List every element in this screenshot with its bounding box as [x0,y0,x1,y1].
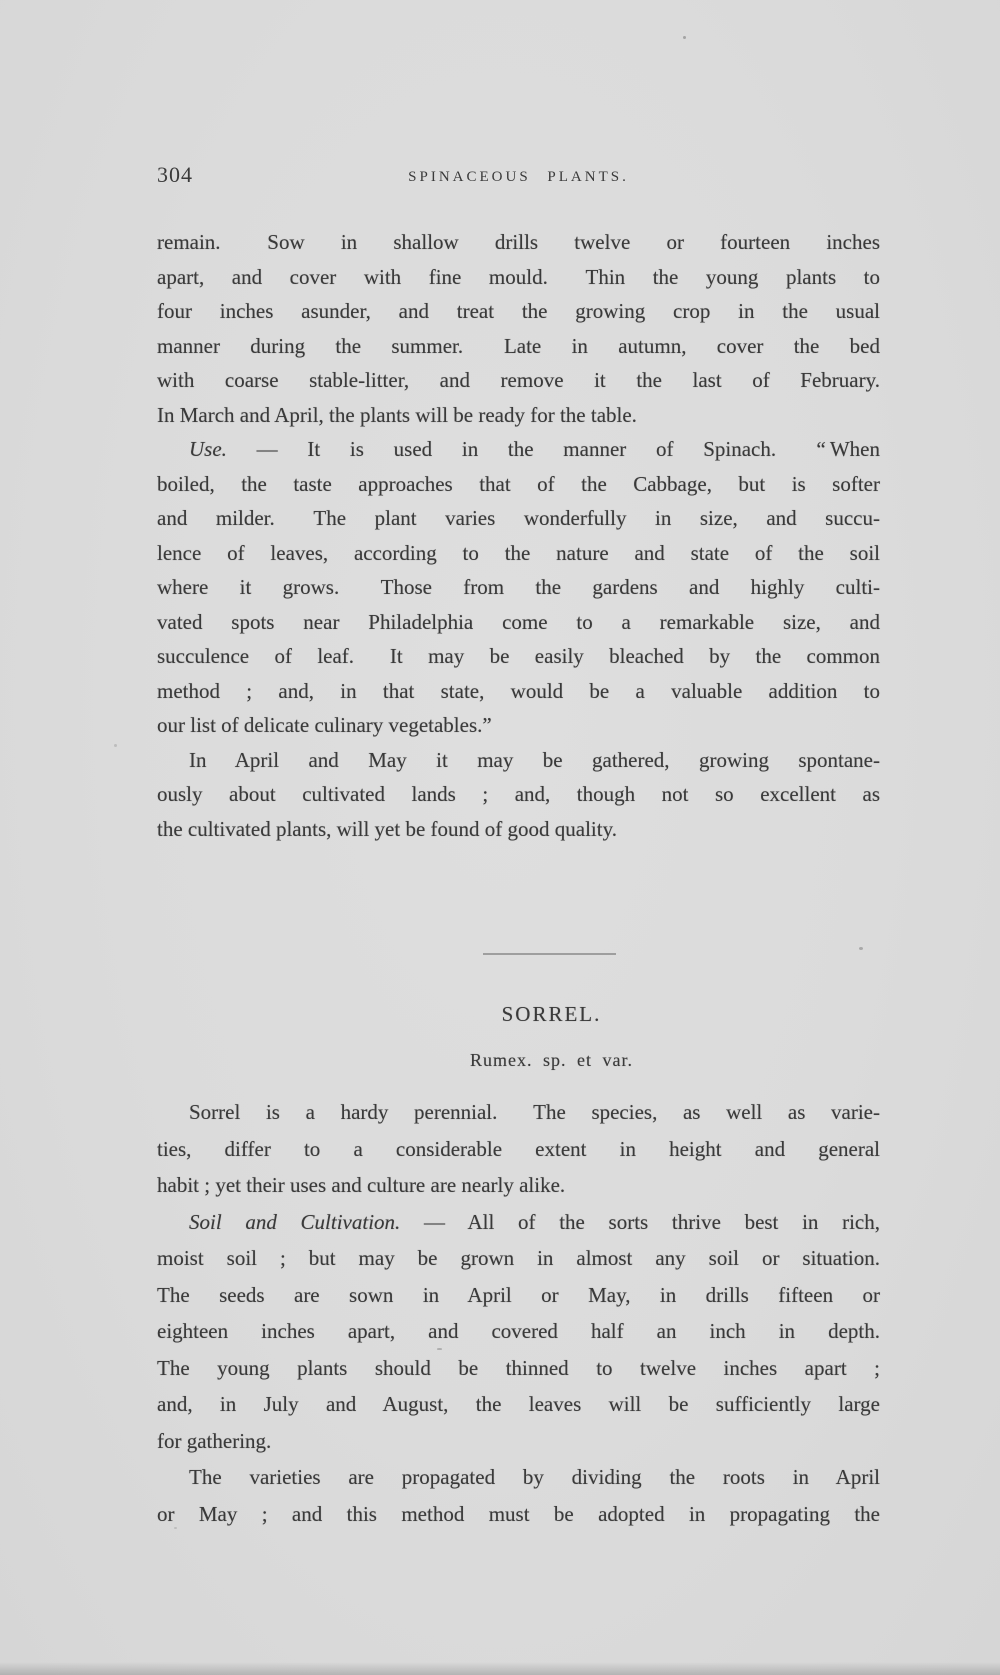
text-line [157,467,880,502]
text-segment: where it grows. Those from the gardens and highly culti- [157,575,880,599]
text-segment: ties, differ to a considerable extent in height and general [157,1136,880,1161]
text-line [157,1386,880,1423]
text-segment: — It is used in the manner of Spinach. “ When [226,437,880,461]
text-line [157,777,880,812]
section-divider-rule [483,953,616,955]
scan-speck [174,1527,177,1529]
text-segment: lence of leaves, according to the nature and state of the soil [157,540,880,565]
scan-speck [859,947,863,950]
scan-speck [437,1348,442,1350]
text-line [157,674,880,709]
text-segment: The young plants should be thinned to twelve inches apart ; [157,1355,880,1380]
text-line [157,812,880,847]
text-segment: Sorrel is a hardy perennial. The species, as well as varie- [189,1100,880,1124]
text-segment: for gathering. [157,1428,272,1453]
text-segment: In April and May it may be gathered, growing spontane- [189,747,880,772]
text-segment: manner during the summer. Late in autumn, cover the bed [157,333,880,358]
scan-speck [683,36,686,39]
text-segment: our list of delicate culinary vegetables.” [157,713,492,737]
text-line [157,639,880,674]
text-segment: The seeds are sown in April or May, in drills fifteen or [157,1282,880,1307]
text-segment: remain. Sow in shallow drills twelve or fourteen inches [157,230,880,254]
scan-speck [114,744,117,747]
text-segment: — All of the sorts thrive best in rich, [400,1209,880,1234]
text-line [157,605,880,640]
text-segment: eighteen inches apart, and covered half an inch in depth. [157,1319,880,1343]
text-line [157,1240,880,1277]
text-line [157,294,880,329]
text-segment: In March and April, the plants will be ready for the table. [157,402,637,427]
text-line [157,1459,880,1496]
text-segment: boiled, the taste approaches that of the Cabbage, but is softer [157,471,880,496]
section-title: SORREL. [501,1002,602,1026]
text-segment: and milder. The plant varies wonderfully in size, and succu- [157,506,880,530]
text-segment: with coarse stable-litter, and remove it the last of February. [157,368,880,392]
italic-text-segment: Use. [189,437,227,461]
text-line [157,1350,880,1387]
text-line [157,1423,880,1460]
section-subtitle: Rumex. sp. et var. [470,1050,633,1070]
page-bottom-shadow [0,1662,1000,1675]
text-segment: succulence of leaf. It may be easily bleached by the common [157,644,880,668]
spinach-text-block [157,225,880,846]
italic-text-segment: Soil and Cultivation. [189,1209,401,1234]
text-segment: apart, and cover with fine mould. Thin the young plants to [157,264,880,289]
text-segment: The varieties are propagated by dividing the roots in April [189,1465,880,1489]
text-line [157,1204,880,1241]
page-number: 304 [157,162,193,187]
text-segment: and, in July and August, the leaves will be sufficiently large [157,1392,880,1416]
text-segment: four inches asunder, and treat the growing crop in the usual [157,299,880,323]
text-line [157,1313,880,1350]
text-segment: vated spots near Philadelphia come to a remarkable size, and [157,609,880,634]
text-line [157,743,880,778]
text-segment: habit ; yet their uses and culture are nearly alike. [157,1173,566,1197]
text-line [157,329,880,364]
text-line [157,225,880,260]
text-line [157,1094,880,1131]
text-line [157,1131,880,1168]
text-line [157,1277,880,1314]
text-line [157,1167,880,1204]
text-segment: moist soil ; but may be grown in almost any soil or situation. [157,1246,880,1270]
text-line [157,536,880,571]
text-segment: or May ; and this method must be adopted in propagating the [157,1501,880,1526]
text-segment: ously about cultivated lands ; and, though not so excellent as [157,782,880,806]
sorrel-text-block [157,1094,880,1532]
text-line [157,570,880,605]
text-line [157,398,880,433]
text-line [157,432,880,467]
text-line [157,501,880,536]
running-header: SPINACEOUS PLANTS. [408,169,629,185]
text-line [157,363,880,398]
text-line [157,1496,880,1533]
text-segment: method ; and, in that state, would be a valuable addition to [157,678,880,703]
text-line [157,708,880,743]
text-line [157,260,880,295]
text-segment: the cultivated plants, will yet be found of good quality. [157,816,617,841]
